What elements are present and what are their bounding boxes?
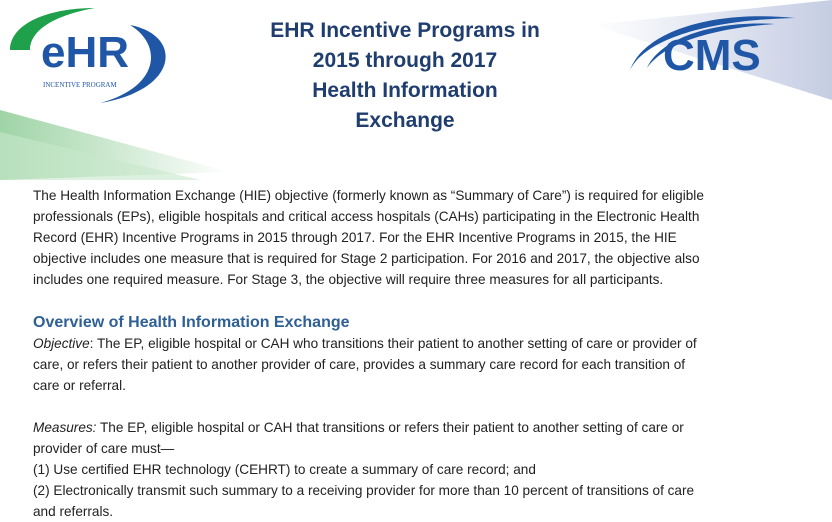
measures-label: Measures: (33, 420, 97, 435)
cms-logo-text: CMS (663, 31, 761, 80)
ehr-incentive-program-logo (5, 5, 180, 105)
title-line: Exchange (355, 109, 455, 132)
cms-logo (625, 10, 825, 80)
text-line: provider of care must— (33, 441, 175, 456)
title-line: Health Information (312, 79, 498, 102)
green-swoosh-decoration (0, 110, 260, 180)
text-line: and referrals. (33, 504, 114, 519)
objective-label: Objective (33, 336, 90, 351)
objective-paragraph (33, 333, 823, 396)
ehr-logo-text: eHR (41, 28, 130, 77)
measures-paragraph (33, 417, 823, 522)
text-line: The Health Information Exchange (HIE) objective (formerly known as “Summary of Care”) is required for eligible (33, 188, 704, 203)
text-line: : The EP, eligible hospital or CAH who transitions their patient to another setting of care or provider of (89, 336, 697, 351)
text-line: (1) Use certified EHR technology (CEHRT) to create a summary of care record; and (33, 462, 536, 477)
document-body (33, 185, 823, 522)
text-line: care, or refers their patient to another provider of care, provides a summary care record for each transition of (33, 357, 686, 372)
text-line: objective includes one measure that is required for Stage 2 participation. For 2016 and 2017, the objective also (33, 251, 700, 266)
intro-paragraph (33, 185, 823, 290)
title-line: 2015 through 2017 (312, 49, 498, 72)
text-line: professionals (EPs), eligible hospitals and critical access hospitals (CAHs) participating in the Electronic Health (33, 209, 700, 224)
section-heading: Overview of Health Information Exchange (33, 314, 350, 331)
text-line: The EP, eligible hospital or CAH that transitions or refers their patient to another setting of care or (96, 420, 684, 435)
text-line: (2) Electronically transmit such summary to a receiving provider for more than 10 percent of transitions of care (33, 483, 695, 498)
title-line: EHR Incentive Programs in (270, 19, 540, 42)
text-line: care or referral. (33, 378, 126, 393)
text-line: Record (EHR) Incentive Programs in 2015 through 2017. For the EHR Incentive Programs in 2015, the HIE (33, 230, 677, 245)
page-title (230, 16, 580, 136)
text-line: includes one required measure. For Stage 3, the objective will require three measures for all participants. (33, 272, 664, 287)
ehr-logo-subtitle: INCENTIVE PROGRAM (43, 81, 117, 89)
